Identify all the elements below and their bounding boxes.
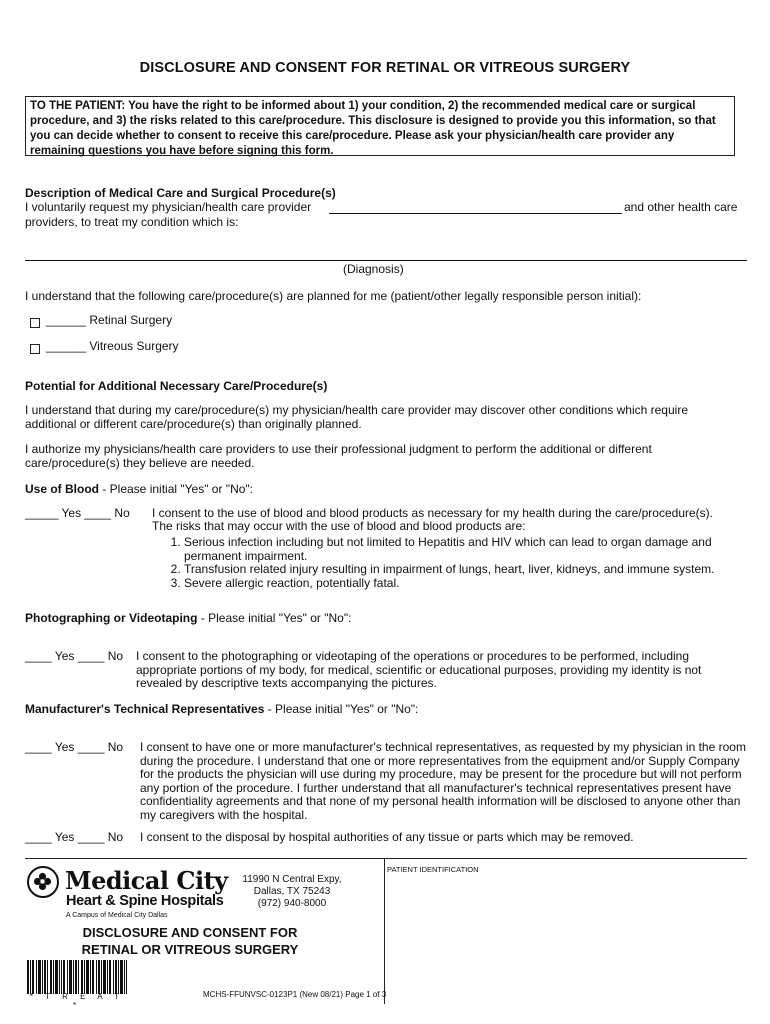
retinal-surgery-checkbox[interactable] — [30, 318, 40, 328]
description-heading: Description of Medical Care and Surgical Procedure(s) — [25, 186, 336, 200]
photo-yes-no[interactable]: ____ Yes ____ No — [25, 649, 124, 663]
hospital-address — [237, 874, 347, 910]
logo-sub-text: Heart & Spine Hospitals — [66, 893, 224, 909]
photo-instruction: - Please initial "Yes" or "No": — [197, 611, 352, 625]
blood-risks-intro: The risks that may occur with the use of blood and blood products are: — [152, 519, 526, 533]
blood-risk-item: 1. Serious infection including but not limited to Hepatitis and HIV which can lead to organ damage and permanent impairment. — [184, 536, 764, 563]
footer-form-title — [65, 924, 315, 958]
blood-risk-item: 3. Severe allergic reaction, potentially fatal. — [184, 577, 764, 591]
manufacturer-consent: I consent to have one or more manufacturer's technical representatives, as requested by my physician in the room during the procedure. I understand that one or more representatives from the equipment and/or Supply Company for the products the physician will use during my procedure, may be present for the procedure but will not perform any portion of the procedure. I further understand that all manufacturer's technical representatives present have confidentiality agreements and that none of my personal health information will be disclosed to anyone other than my caregivers with the hospital. — [140, 740, 746, 822]
vitreous-surgery-checkbox[interactable] — [30, 344, 40, 354]
medical-city-logo-icon — [27, 866, 59, 898]
blood-yes-no[interactable]: _____ Yes ____ No — [25, 506, 130, 520]
barcode-icon — [27, 960, 127, 994]
planned-procedures-text: I understand that the following care/procedure(s) are planned for me (patient/other legally responsible person initial): — [25, 289, 642, 303]
retinal-surgery-option: ______ Retinal Surgery — [46, 313, 173, 327]
blood-risk-item: 2. Transfusion related injury resulting in impairment of lungs, heart, liver, kidneys, and immune system. — [184, 563, 764, 577]
form-title-line: RETINAL OR VITREOUS SURGERY — [81, 942, 299, 957]
address-phone: (972) 940-8000 — [257, 898, 327, 909]
disposal-consent: I consent to the disposal by hospital authorities of any tissue or parts which may be removed. — [140, 830, 634, 844]
request-line-2: providers, to treat my condition which is: — [25, 215, 239, 229]
form-number: MCHS-FFUNVSC-0123P1 (New 08/21) Page 1 of 3 — [203, 990, 387, 999]
patient-notice: TO THE PATIENT: You have the right to be informed about 1) your condition, 2) the recommended medical care or surgical procedure, and 3) the risks related to this care/procedure. This disclosure is designed to provide you this information, so that you can decide whether to consent to receive this care/procedure. Please ask your physician/health care provider any remaining questions you have before signing this form. — [25, 96, 735, 156]
logo-campus-text: A Campus of Medical City Dallas — [66, 912, 168, 919]
diagnosis-label: (Diagnosis) — [343, 262, 404, 276]
additional-care-paragraph-2: I authorize my physicians/health care providers to use their professional judgment to perform the additional or different care/procedure(s) they believe are needed. — [25, 442, 652, 470]
patient-identification-label: PATIENT IDENTIFICATION — [387, 865, 479, 874]
photo-heading: Photographing or Videotaping — [25, 611, 198, 625]
form-title-line: DISCLOSURE AND CONSENT FOR — [82, 925, 298, 940]
blood-instruction: - Please initial "Yes" or "No": — [99, 482, 253, 496]
footer-divider — [25, 858, 747, 859]
provider-name-field[interactable] — [329, 213, 622, 214]
barcode-text: * T R E A T * — [29, 992, 125, 1010]
photo-section-header — [25, 611, 351, 625]
manufacturer-heading: Manufacturer's Technical Representatives — [25, 702, 265, 716]
manufacturer-section-header — [25, 702, 418, 716]
manufacturer-yes-no[interactable]: ____ Yes ____ No — [25, 740, 124, 754]
blood-risks-list — [166, 536, 764, 590]
diagnosis-field[interactable] — [25, 260, 747, 261]
page-title: DISCLOSURE AND CONSENT FOR RETINAL OR VITREOUS SURGERY — [139, 60, 631, 76]
blood-consent: I consent to the use of blood and blood products as necessary for my health during the care/procedure(s). — [152, 506, 713, 520]
patient-id-divider — [384, 858, 385, 1004]
address-line: Dallas, TX 75243 — [253, 886, 331, 897]
manufacturer-instruction: - Please initial "Yes" or "No": — [264, 702, 419, 716]
blood-heading: Use of Blood — [25, 482, 99, 496]
address-line: 11990 N Central Expy, — [242, 874, 342, 885]
photo-consent: I consent to the photographing or videotaping of the operations or procedures to be performed, including appropriate portions of my body, for medical, scientific or educational purposes, providing my identity is not revealed by descriptive texts accompanying the pictures. — [136, 649, 702, 690]
additional-care-paragraph-1: I understand that during my care/procedure(s) my physician/health care provider may discover other conditions which require additional or different care/procedure(s) than originally planned. — [25, 403, 688, 431]
request-line-start: I voluntarily request my physician/health care provider — [25, 200, 312, 214]
logo-main-text: Medical City — [65, 866, 228, 895]
disposal-yes-no[interactable]: ____ Yes ____ No — [25, 830, 124, 844]
vitreous-surgery-option: ______ Vitreous Surgery — [46, 339, 179, 353]
additional-care-heading: Potential for Additional Necessary Care/Procedure(s) — [25, 379, 328, 393]
blood-section-header — [25, 482, 253, 496]
form-footer — [25, 858, 747, 1010]
request-line-end: and other health care — [624, 200, 738, 214]
